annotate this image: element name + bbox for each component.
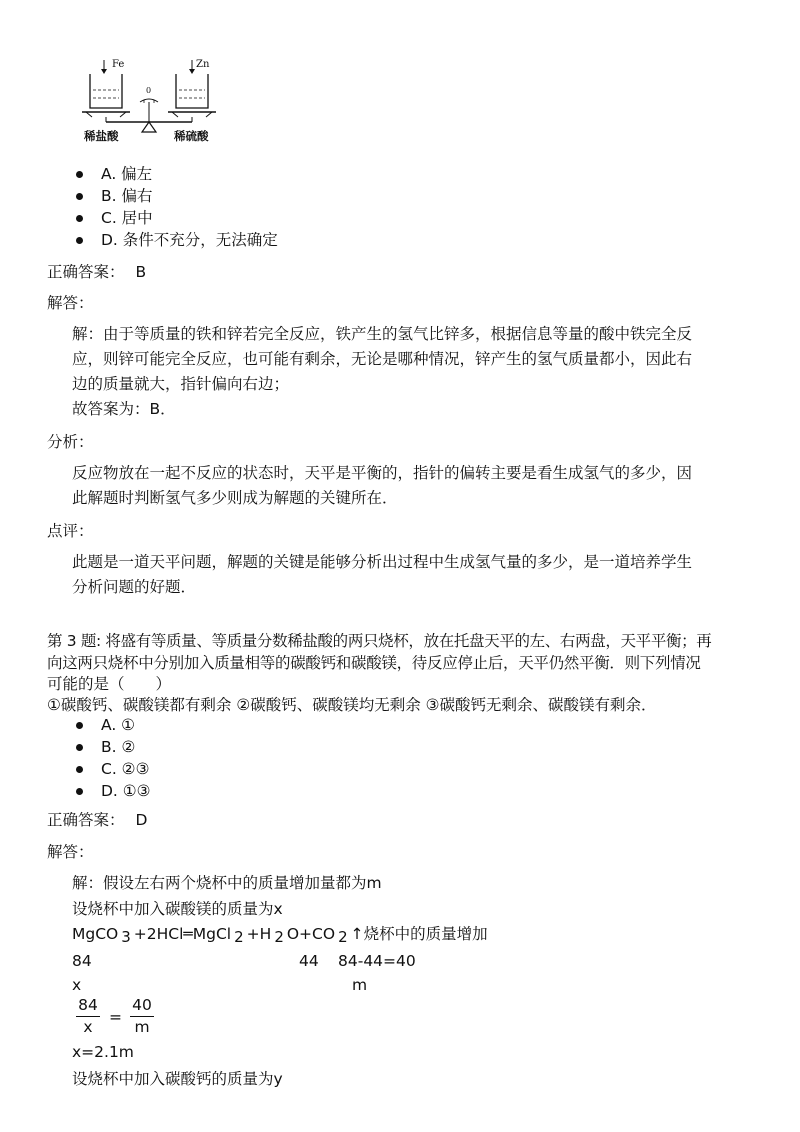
q3-solution-line-2: 设烧杯中加入碳酸镁的质量为x [72,900,283,918]
eq-part-1: MgCO [72,925,119,943]
q3-answer [47,808,147,830]
row2-col-a: x [72,976,82,994]
pointer-zero-label: 0 [146,86,152,95]
q3-question-line-4: ①碳酸钙、碳酸镁都有剩余 ②碳酸钙、碳酸镁均无剩余 ③碳酸钙无剩余、碳酸镁有剩余． [47,696,657,714]
q3-chemical-equation [72,922,488,946]
eq-sub-2: 2 [234,928,244,946]
q3-solution-line-1: 解：假设左右两个烧杯中的质量增加量都为m [72,874,382,892]
q2-analysis-line-2: 此解题时判断氢气多少则成为解题的关键所在． [72,489,398,507]
eq-part-5: ↑烧杯中的质量增加 [350,925,488,943]
q3-option-b[interactable]: B. ② [76,736,151,758]
fraction-left [76,996,100,1036]
right-metal-label: Zn [196,59,210,70]
q2-answer-label: 正确答案： [47,263,125,281]
eq-part-4: O+CO [286,925,336,943]
eq-sub-1: 3 [121,928,131,946]
eq-part-3: +H [246,925,272,943]
eq-sub-4: 2 [338,928,348,946]
fraction-left-numerator: 84 [78,996,98,1014]
q2-solution-line-2: 应，则锌可能完全反应，也可能有剩余，无论是哪种情况，锌产生的氢气质量都小，因此右 [72,350,693,368]
fraction-left-bar [76,1016,100,1017]
eq-part-2: +2HCl═MgCl [133,925,232,943]
fraction-equals: = [109,1008,122,1026]
q3-result: x=2.1m [72,1043,134,1061]
q3-solution-last-line: 设烧杯中加入碳酸钙的质量为y [72,1070,283,1088]
balance-figure [78,56,228,146]
q3-solution-label: 解答： [47,843,94,861]
left-metal-label: Fe [112,59,125,70]
row1-col-a: 84 [72,952,92,970]
fraction-right [130,996,154,1036]
fraction-right-numerator: 40 [132,996,152,1014]
q3-answer-label: 正确答案： [47,811,125,829]
row1-col-c: 84-44=40 [338,952,416,970]
q2-answer-value: B [135,263,147,281]
q2-option-d[interactable]: D. 条件不充分，无法确定 [76,229,278,251]
q3-answer-value: D [135,811,148,829]
q2-option-c[interactable]: C. 居中 [76,207,278,229]
q3-option-c[interactable]: C. ②③ [76,758,151,780]
q3-option-d[interactable]: D. ①③ [76,780,151,802]
q2-answer [47,260,146,282]
q2-comment-line-1: 此题是一道天平问题，解题的关键是能够分析出过程中生成氢气量的多少，是一道培养学生 [72,553,693,571]
q3-question-line-2: 向这两只烧杯中分别加入质量相等的碳酸钙和碳酸镁，待反应停止后，天平仍然平衡．则下列情况 [47,654,701,672]
q2-option-a[interactable]: A. 偏左 [76,163,278,185]
q3-option-a[interactable]: A. ① [76,714,151,736]
q2-analysis-label: 分析： [47,433,94,451]
q2-comment-label: 点评： [47,522,94,540]
right-acid-label: 稀硫酸 [174,129,209,143]
row1-col-b: 44 [299,952,319,970]
q2-analysis-line-1: 反应物放在一起不反应的状态时，天平是平衡的，指针的偏转主要是看生成氢气的多少，因 [72,464,693,482]
q3-question-line-3: 可能的是（ ） [47,675,172,693]
fraction-right-denominator: m [134,1018,150,1036]
q2-option-b[interactable]: B. 偏右 [76,185,278,207]
row2-col-b: m [352,976,368,994]
fraction-right-bar [130,1016,154,1017]
q2-solution-label: 解答： [47,294,94,312]
q2-comment-line-2: 分析问题的好题． [72,578,197,596]
q2-solution-line-1: 解：由于等质量的铁和锌若完全反应，铁产生的氢气比锌多，根据信息等量的酸中铁完全反 [72,325,693,343]
q2-options-list [76,163,278,251]
q3-question-line-1: 第 3 题: 将盛有等质量、等质量分数稀盐酸的两只烧杯，放在托盘天平的左、右两盘，天平平衡；再 [47,632,712,650]
eq-sub-3: 2 [274,928,284,946]
q2-solution-line-4: 故答案为：B． [72,400,176,418]
q3-options-list [76,714,151,802]
left-acid-label: 稀盐酸 [84,129,119,143]
q2-solution-line-3: 边的质量就大，指针偏向右边； [72,375,290,393]
fraction-left-denominator: x [83,1018,93,1036]
